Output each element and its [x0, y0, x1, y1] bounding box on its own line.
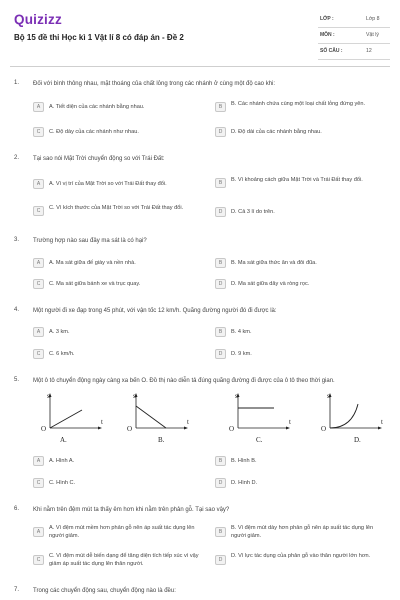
question-number: 2.: [14, 155, 20, 161]
graph-c-figure: [226, 390, 294, 446]
option-letter-box: C: [33, 127, 44, 137]
question-number: 5.: [14, 377, 20, 383]
graph-origin-label: O: [127, 425, 133, 433]
option-text: C. Vì đệm mút dễ biến dạng để tăng diện tích tiếp xúc vì vậy giảm áp suất tác dụng lên thân người.: [49, 553, 199, 567]
option-text: C. Vì kích thước của Mặt Trời so với Trái Đất thay đổi.: [49, 205, 184, 211]
graph-d: [318, 390, 386, 446]
meta-row-class: [318, 12, 390, 28]
meta-label: LỚP :: [320, 16, 334, 22]
option-letter-box: D: [215, 555, 226, 565]
option-text: C. Ma sát giữa bánh xe và trục quay.: [49, 281, 141, 287]
graph-axis-x-label: t: [289, 418, 291, 426]
graph-axis-y-label: s: [133, 392, 136, 400]
meta-value: 12: [366, 48, 372, 54]
graph-axis-x-label: t: [101, 418, 103, 426]
meta-value: Lớp 8: [366, 16, 380, 22]
graph-axis-y-label: s: [47, 392, 50, 400]
option-text: A. 3 km.: [49, 329, 70, 335]
worksheet-header: [0, 0, 400, 62]
question-text: Tại sao nói Mặt Trời chuyển động so với Trái Đất:: [33, 156, 165, 162]
question-number: 6.: [14, 506, 20, 512]
option-letter-box: C: [33, 206, 44, 216]
question-number: 1.: [14, 80, 20, 86]
meta-row-subject: [318, 28, 390, 44]
graph-caption: B.: [158, 436, 165, 444]
option-text: C. Hình C.: [49, 480, 76, 486]
question-text: Trong các chuyển động sau, chuyển động nào là đều:: [33, 588, 176, 594]
option-text: C. 6 km/h.: [49, 351, 75, 357]
option-letter-box: D: [215, 349, 226, 359]
option-text: D. Cả 3 lí do trên.: [231, 209, 275, 215]
option-letter-box: C: [33, 349, 44, 359]
meta-row-question-count: [318, 44, 390, 60]
meta-info-box: [318, 12, 390, 60]
option-letter-box: B: [215, 527, 226, 537]
graph-caption: A.: [60, 436, 67, 444]
option-letter-box: C: [33, 478, 44, 488]
option-letter-box: D: [215, 207, 226, 217]
graph-c: [226, 390, 294, 446]
option-text: A. Hình A.: [49, 458, 75, 464]
option-text: B. 4 km.: [231, 329, 252, 335]
graph-b-figure: [124, 390, 192, 446]
header-divider: [10, 66, 390, 67]
option-letter-box: B: [215, 327, 226, 337]
meta-label: MÔN :: [320, 32, 335, 38]
option-text: B. Các nhánh chứa cùng một loại chất lỏng đứng yên.: [231, 101, 366, 107]
graph-axis-y-label: s: [327, 392, 330, 400]
option-letter-box: B: [215, 258, 226, 268]
option-letter-box: B: [215, 102, 226, 112]
option-letter-box: A: [33, 179, 44, 189]
option-letter-box: A: [33, 102, 44, 112]
option-letter-box: D: [215, 279, 226, 289]
question-number: 3.: [14, 237, 20, 243]
option-text: D. Ma sát giữa dây và ròng rọc.: [231, 281, 310, 287]
option-text: B. Ma sát giữa thức ăn và đôi đũa.: [231, 260, 317, 266]
option-letter-box: A: [33, 258, 44, 268]
question-text: Đối với bình thông nhau, mặt thoáng của chất lỏng trong các nhánh ở cùng một độ cao khi:: [33, 81, 276, 87]
question-text: Trường hợp nào sau đây ma sát là có hại?: [33, 238, 147, 244]
graph-axis-y-label: s: [235, 392, 238, 400]
quizizz-logo: Quizizz: [14, 12, 62, 27]
graph-origin-label: O: [321, 425, 327, 433]
option-text: D. Vì lực tác dụng của phản gỗ vào thân người lớn hơn.: [231, 553, 371, 559]
option-letter-box: B: [215, 178, 226, 188]
option-letter-box: D: [215, 478, 226, 488]
option-text: A. Vì đệm mút mềm hơn phản gỗ nên áp suất tác dụng lên người giảm.: [49, 525, 195, 539]
option-text: B. Vì khoảng cách giữa Mặt Trời và Trái Đất thay đổi.: [231, 177, 363, 183]
question-number: 4.: [14, 307, 20, 313]
option-letter-box: A: [33, 527, 44, 537]
meta-value: Vật lý: [366, 32, 379, 38]
option-letter-box: C: [33, 555, 44, 565]
option-text: A. Tiết diện của các nhánh bằng nhau.: [49, 104, 145, 110]
option-text: A. Vì vị trí của Mặt Trời so với Trái Đất thay đổi.: [49, 181, 167, 187]
graph-caption: D.: [354, 436, 361, 444]
option-text: B. Vì đệm mút dày hơn phản gỗ nên áp suất tác dụng lên người giảm.: [231, 525, 374, 539]
question-text: Một ô tô chuyển động ngày càng xa bến O. Đồ thị nào diễn tả đúng quãng đường đi được của ô tô theo thời gian.: [33, 378, 335, 384]
graph-d-figure: [318, 390, 386, 446]
option-letter-box: A: [33, 327, 44, 337]
graph-origin-label: O: [229, 425, 235, 433]
option-letter-box: A: [33, 456, 44, 466]
graph-axis-x-label: t: [381, 418, 383, 426]
graph-origin-label: O: [41, 425, 47, 433]
question-text: Khi nằm trên đệm mút ta thấy êm hơn khi nằm trên phản gỗ. Tại sao vậy?: [33, 507, 230, 513]
graph-caption: C.: [256, 436, 263, 444]
question-text: Một người đi xe đạp trong 45 phút, với vận tốc 12 km/h. Quãng đường người đó đi được là:: [33, 308, 277, 314]
graph-axis-x-label: t: [187, 418, 189, 426]
option-letter-box: C: [33, 279, 44, 289]
option-text: B. Hình B.: [231, 458, 257, 464]
graph-a-figure: [38, 390, 106, 446]
option-text: C. Độ dày của các nhánh như nhau.: [49, 129, 139, 135]
option-letter-box: D: [215, 127, 226, 137]
option-text: A. Ma sát giữa đế giày và nền nhà.: [49, 260, 136, 266]
option-text: D. Hình D.: [231, 480, 258, 486]
option-text: D. 9 km.: [231, 351, 252, 357]
document-title: Bộ 15 đề thi Học kì 1 Vật lí 8 có đáp án - Đề 2: [14, 33, 184, 42]
meta-label: SỐ CÂU :: [320, 48, 343, 54]
graph-a: [38, 390, 106, 446]
question-number: 7.: [14, 587, 20, 593]
option-letter-box: B: [215, 456, 226, 466]
option-text: D. Độ dài của các nhánh bằng nhau.: [231, 129, 322, 135]
graph-b: [124, 390, 192, 446]
